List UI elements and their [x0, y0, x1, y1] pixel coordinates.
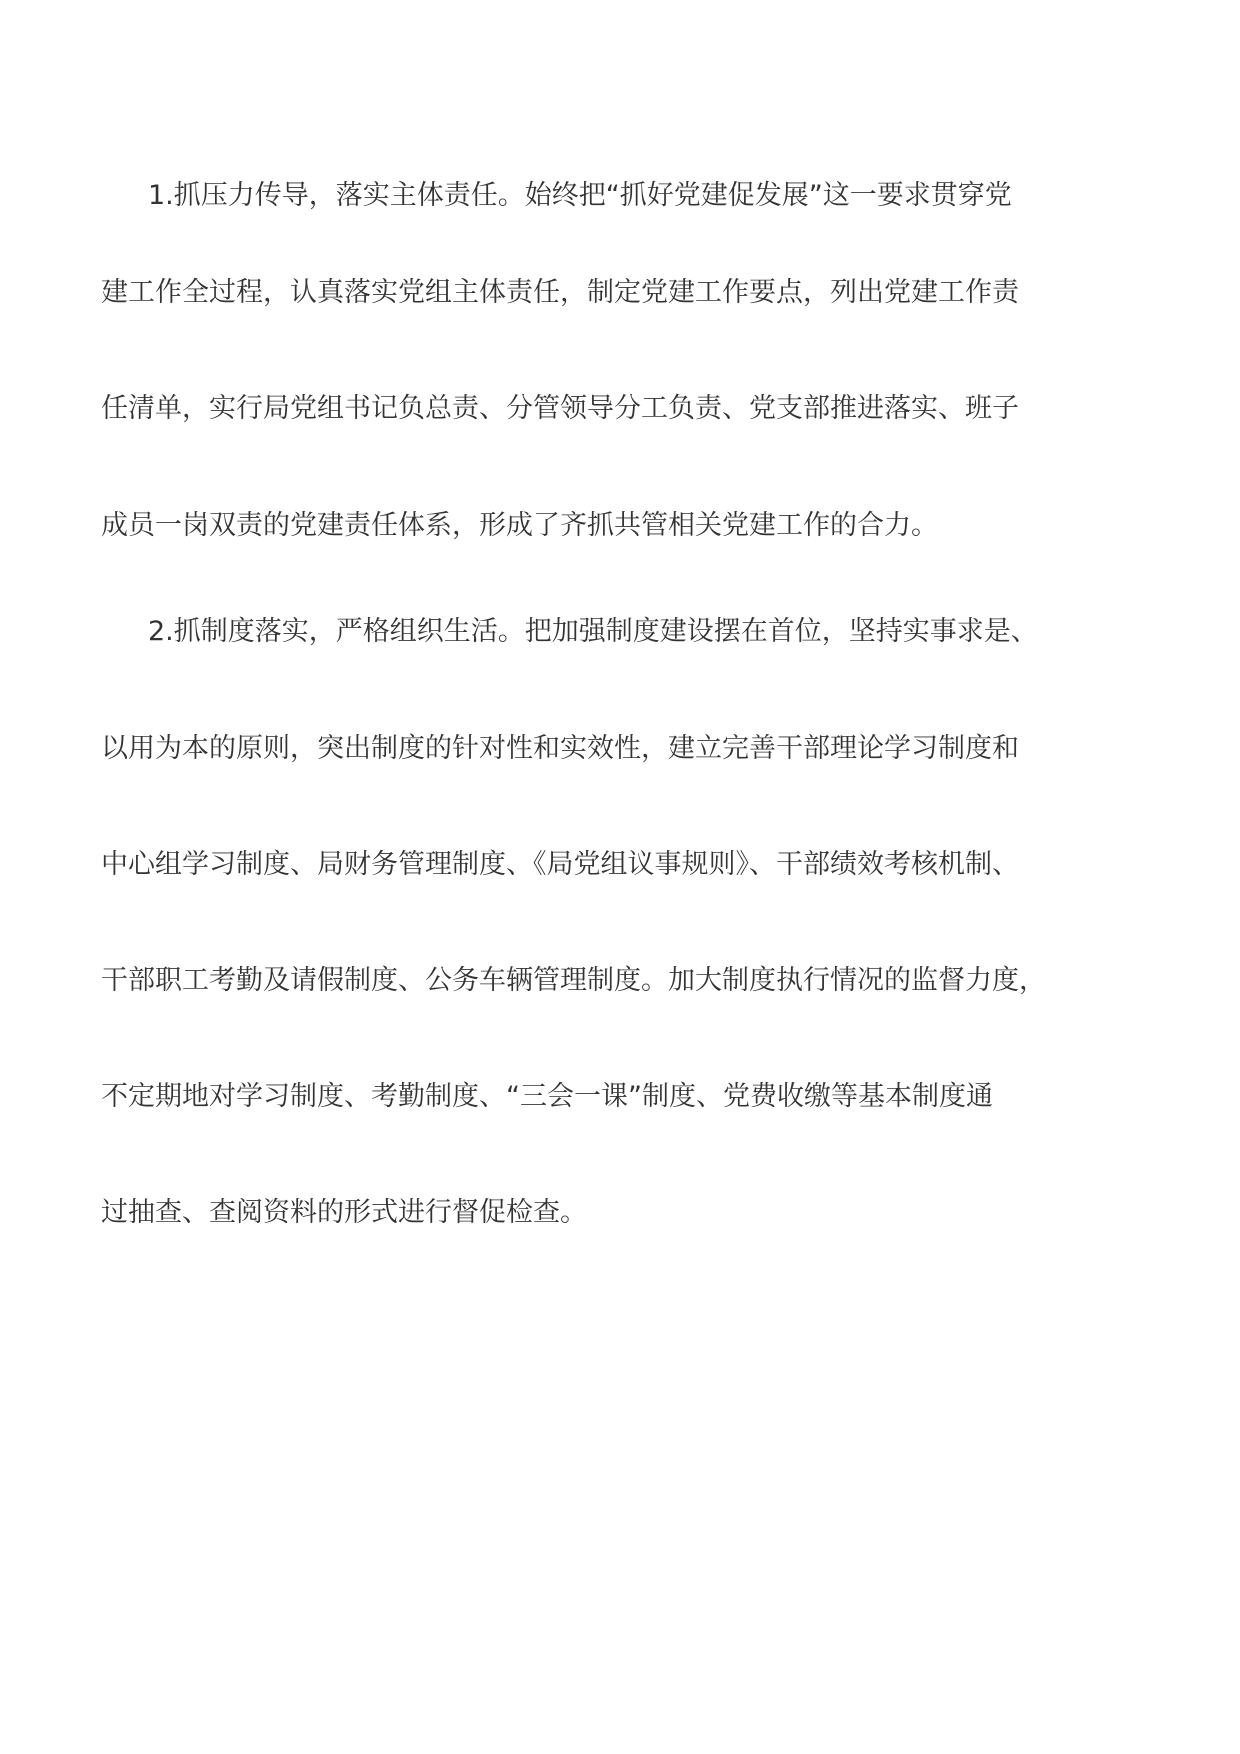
paragraph-line: 干部职工考勤及请假制度、公务车辆管理制度。加大制度执行情况的监督力度， [101, 965, 1046, 996]
paragraph-line: 以用为本的原则，突出制度的针对性和实效性，建立完善干部理论学习制度和 [101, 733, 1019, 764]
paragraph-line: 任清单，实行局党组书记负总责、分管领导分工负责、党支部推进落实、班子 [101, 393, 1019, 424]
paragraph-line: 成员一岗双责的党建责任体系，形成了齐抓共管相关党建工作的合力。 [101, 510, 938, 541]
paragraph-line: 建工作全过程，认真落实党组主体责任，制定党建工作要点，列出党建工作责 [101, 277, 1019, 308]
paragraph-line: 中心组学习制度、局财务管理制度、《局党组议事规则》、干部绩效考核机制、 [101, 849, 1019, 880]
paragraph-line: 1.抓压力传导，落实主体责任。始终把“抓好党建促发展”这一要求贯穿党 [148, 180, 1012, 211]
paragraph-line: 2.抓制度落实，严格组织生活。把加强制度建设摆在首位，坚持实事求是、 [148, 616, 1038, 647]
paragraph-line: 过抽查、查阅资料的形式进行督促检查。 [101, 1197, 587, 1228]
paragraph-line: 不定期地对学习制度、考勤制度、“三会一课”制度、党费收缴等基本制度通 [101, 1081, 993, 1112]
